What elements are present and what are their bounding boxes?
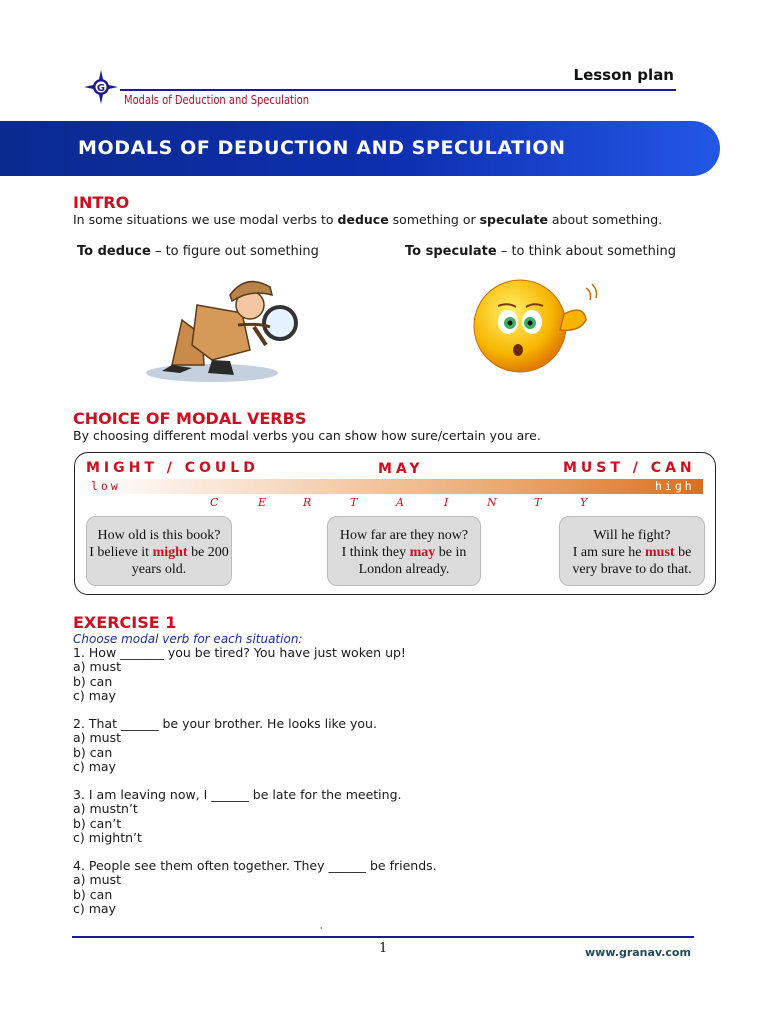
certainty-letter: R <box>303 496 312 509</box>
intro-heading: INTRO <box>73 193 130 212</box>
page-number: 1 <box>379 941 388 956</box>
detective-illustration <box>142 265 300 385</box>
granav-logo <box>84 70 118 104</box>
header-rule <box>120 89 676 91</box>
certainty-letter: I <box>444 496 449 509</box>
certainty-letter: T <box>350 496 358 509</box>
answer-option: c) may <box>73 687 116 703</box>
question-text: 1. How _______ you be tired? You have just woken up! <box>73 645 406 660</box>
choice-text: By choosing different modal verbs you can show how sure/certain you are. <box>73 428 541 443</box>
footer-website-link[interactable]: www.granav.com <box>585 946 691 959</box>
exercise-question <box>73 646 406 703</box>
page-title: MODALS OF DEDUCTION AND SPECULATION <box>78 137 566 159</box>
footer-mark: ' <box>320 926 323 935</box>
might-could-label: MIGHT / COULD <box>86 460 259 476</box>
answer-option: b) can <box>73 673 113 689</box>
answer-option: c) mightn’t <box>73 829 142 845</box>
answer-option: a) must <box>73 730 122 746</box>
choice-heading: CHOICE OF MODAL VERBS <box>73 409 307 428</box>
certainty-letter: Y <box>580 496 588 509</box>
question-text: 2. That ______ be your brother. He looks like you. <box>73 716 377 731</box>
answer-option: a) must <box>73 872 122 888</box>
certainty-letter: E <box>258 496 267 509</box>
scale-low-label: low <box>91 479 121 493</box>
logo-letter: G <box>96 83 106 94</box>
certainty-gradient-bar <box>86 479 703 494</box>
header-subtitle: Modals of Deduction and Speculation <box>124 93 310 107</box>
footer-rule <box>72 936 694 938</box>
certainty-letter: N <box>487 496 497 509</box>
example-may: How far are they now? I think they may be in London already. <box>327 516 481 586</box>
exercise-question <box>73 788 401 845</box>
question-text: 4. People see them often together. They ______ be friends. <box>73 858 437 873</box>
answer-option: c) may <box>73 900 116 916</box>
exercise-heading: EXERCISE 1 <box>73 613 177 632</box>
may-label: MAY <box>378 461 424 477</box>
example-might: How old is this book? I believe it might be 200 years old. <box>86 516 232 586</box>
certainty-letter: C <box>210 496 219 509</box>
exercise-question <box>73 717 377 774</box>
certainty-letter: T <box>534 496 542 509</box>
answer-option: b) can <box>73 744 113 760</box>
intro-text: In some situations we use modal verbs to deduce something or speculate about something. <box>73 212 663 227</box>
lesson-plan-label: Lesson plan <box>573 66 674 84</box>
speculate-definition: To speculate – to think about something <box>405 244 676 259</box>
answer-option: b) can’t <box>73 815 122 831</box>
answer-option: c) may <box>73 758 116 774</box>
answer-option: b) can <box>73 886 113 902</box>
certainty-letter: A <box>396 496 404 509</box>
example-must: Will he fight? I am sure he must be very brave to do that. <box>559 516 705 586</box>
thinking-smiley-illustration <box>468 276 602 376</box>
scale-high-label: high <box>655 479 695 493</box>
answer-option: a) must <box>73 659 122 675</box>
exercise-question <box>73 859 437 916</box>
must-can-label: MUST / CAN <box>563 460 696 476</box>
question-text: 3. I am leaving now, I ______ be late for the meeting. <box>73 787 402 802</box>
answer-option: a) mustn’t <box>73 801 138 817</box>
deduce-definition: To deduce – to figure out something <box>77 244 319 259</box>
exercise-instruction: Choose modal verb for each situation: <box>73 632 303 646</box>
